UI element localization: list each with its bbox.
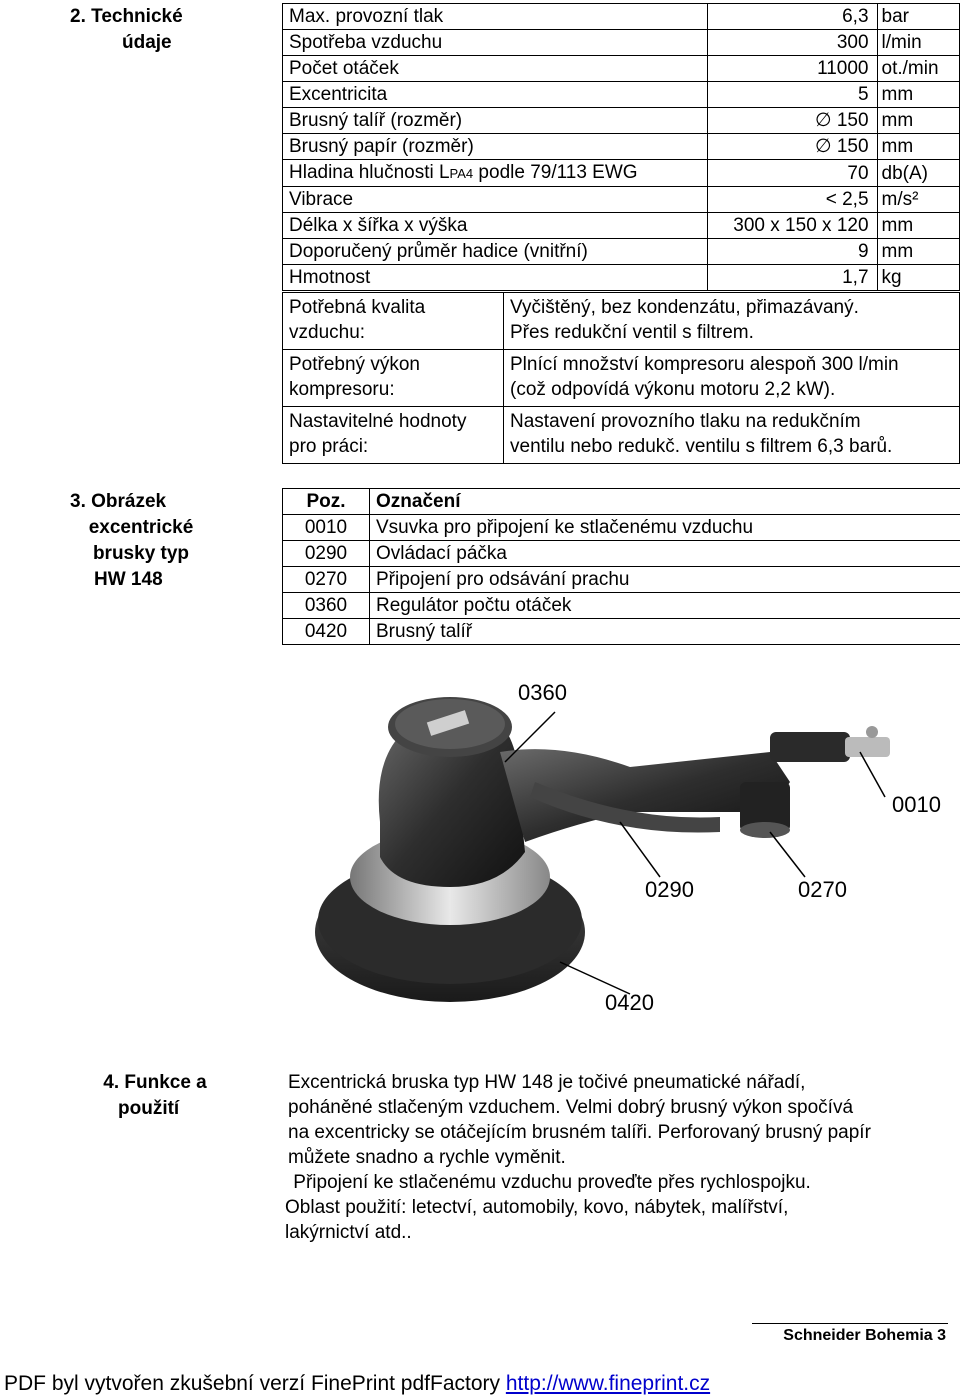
spec-unit: mm: [877, 108, 959, 134]
spec-row: [283, 30, 960, 56]
pdf-factory-note: [4, 1372, 710, 1396]
requirement-text: [504, 407, 960, 464]
part-name: Vsuvka pro připojení ke stlačenému vzduchu: [370, 515, 960, 541]
spec-row: [283, 4, 960, 30]
spec-row: [283, 108, 960, 134]
pdf-note-link[interactable]: http://www.fineprint.cz: [505, 1372, 711, 1395]
part-name: Brusný talíř: [370, 619, 960, 645]
spec-value: 1,7: [707, 265, 877, 291]
spec-label: Spotřeba vzduchu: [283, 30, 708, 56]
spec-unit: mm: [877, 239, 959, 265]
requirement-label-line: Potřebná kvalita: [289, 297, 426, 318]
part-position: 0290: [283, 541, 370, 567]
spec-value: ∅ 150: [707, 108, 877, 134]
parts-row: [283, 541, 960, 567]
spec-label: Vibrace: [283, 187, 708, 213]
spec-unit: ot./min: [877, 56, 959, 82]
part-name: Regulátor počtu otáček: [370, 593, 960, 619]
callout-0420: 0420: [605, 990, 654, 1015]
part-position: 0360: [283, 593, 370, 619]
section-4-title: [96, 1070, 214, 1122]
requirement-label-line: vzduchu:: [289, 322, 366, 343]
requirement-label: [283, 407, 504, 464]
function-line: na excentricky se otáčejícím brusném talíři. Perforovaný brusný papír: [288, 1122, 871, 1143]
spec-label: [283, 160, 708, 187]
spec-label: Brusný talíř (rozměr): [283, 108, 708, 134]
requirement-text-line: ventilu nebo redukč. ventilu s filtrem 6,3 barů.: [510, 436, 893, 457]
requirement-text-line: Plnící množství kompresoru alespoň 300 l/min: [510, 354, 899, 375]
spec-row: [283, 265, 960, 291]
callout-0360: 0360: [518, 680, 567, 705]
function-line: poháněné stlačeným vzduchem. Velmi dobrý brusný výkon spočívá: [288, 1097, 854, 1118]
section-4-title-line1: 4. Funkce a: [103, 1072, 207, 1093]
spec-label: Max. provozní tlak: [283, 4, 708, 30]
air-coupling: [845, 737, 890, 757]
part-position: 0270: [283, 567, 370, 593]
spec-value: 11000: [707, 56, 877, 82]
spec-row: [283, 239, 960, 265]
footer-brand: Schneider Bohemia 3: [783, 1327, 946, 1344]
parts-header-pos: Poz.: [283, 489, 370, 515]
callout-0290: 0290: [645, 877, 694, 902]
spec-unit: bar: [877, 4, 959, 30]
spec-unit: db(A): [877, 160, 959, 187]
spec-label: Excentricita: [283, 82, 708, 108]
requirement-label: [283, 350, 504, 407]
requirement-text-line: Vyčištěný, bez kondenzátu, přimazávaný.: [510, 297, 859, 318]
requirement-label-line: pro práci:: [289, 436, 369, 457]
spec-value: 300: [707, 30, 877, 56]
spec-row: [283, 56, 960, 82]
requirement-row: [283, 407, 960, 464]
requirement-text-line: Přes redukční ventil s filtrem.: [510, 322, 754, 343]
spec-label: Brusný papír (rozměr): [283, 134, 708, 160]
requirement-row: [283, 293, 960, 350]
spec-unit: m/s²: [877, 187, 959, 213]
spec-unit: mm: [877, 213, 959, 239]
spec-row: [283, 213, 960, 239]
requirement-row: [283, 350, 960, 407]
callout-0270: 0270: [798, 877, 847, 902]
spec-value: 300 x 150 x 120: [707, 213, 877, 239]
requirement-label-line: kompresoru:: [289, 379, 395, 400]
spec-label: Počet otáček: [283, 56, 708, 82]
extraction-port-rim: [740, 822, 790, 838]
parts-row: [283, 567, 960, 593]
section-4-title-line2: použití: [118, 1098, 180, 1119]
parts-row: [283, 593, 960, 619]
section-3-title-line3: brusky typ: [92, 543, 190, 564]
function-line: Připojení ke stlačenému vzduchu proveďte přes rychlospojku.: [288, 1172, 811, 1193]
spec-unit: kg: [877, 265, 959, 291]
pointer-0270: [770, 832, 805, 877]
part-name: Ovládací páčka: [370, 541, 960, 567]
section-2-title: [70, 4, 183, 56]
spec-row: [283, 82, 960, 108]
spec-value: ∅ 150: [707, 134, 877, 160]
spec-label: Délka x šířka x výška: [283, 213, 708, 239]
function-description: [285, 1070, 948, 1245]
parts-row: [283, 619, 960, 645]
section-2-title-line2: údaje: [122, 32, 172, 53]
spec-label-sub: PA4: [449, 166, 474, 181]
requirement-text: [504, 293, 960, 350]
technical-specs-table: [282, 3, 960, 291]
spec-row: [283, 134, 960, 160]
spec-label: Doporučený průměr hadice (vnitřní): [283, 239, 708, 265]
coupling-pin: [866, 726, 878, 738]
pointer-0010: [860, 752, 885, 797]
sander-illustration: [300, 672, 960, 1032]
part-position: 0420: [283, 619, 370, 645]
spec-row: [283, 187, 960, 213]
part-position: 0010: [283, 515, 370, 541]
spec-unit: l/min: [877, 30, 959, 56]
requirement-text: [504, 350, 960, 407]
parts-row: [283, 515, 960, 541]
function-line: můžete snadno a rychle vyměnit.: [288, 1147, 566, 1168]
section-3-title-line2: excentrické: [88, 517, 194, 538]
spec-unit: mm: [877, 134, 959, 160]
function-line: Excentrická bruska typ HW 148 je točivé pneumatické nářadí,: [288, 1072, 806, 1093]
section-3-title: [70, 489, 212, 593]
spec-row: [283, 160, 960, 187]
section-2-title-line1: 2. Technické: [70, 6, 183, 27]
spec-label-main: Hladina hlučnosti L: [289, 162, 450, 183]
requirements-table: [282, 292, 960, 464]
hose-connector: [770, 732, 850, 762]
section-3-title-line4: HW 148: [94, 569, 163, 590]
footer-rule: [752, 1323, 948, 1324]
section-3-title-line1: 3. Obrázek: [70, 491, 167, 512]
spec-label: Hmotnost: [283, 265, 708, 291]
spec-unit: mm: [877, 82, 959, 108]
spec-label-rest: podle 79/113 EWG: [473, 162, 638, 183]
parts-header-name: Označení: [370, 489, 960, 515]
spec-value: 9: [707, 239, 877, 265]
spec-value: 6,3: [707, 4, 877, 30]
requirement-label-line: Nastavitelné hodnoty: [289, 411, 467, 432]
requirement-text-line: (což odpovídá výkonu motoru 2,2 kW).: [510, 379, 836, 400]
function-line: Oblast použití: letectví, automobily, kovo, nábytek, malířství,: [285, 1197, 789, 1218]
spec-value: < 2,5: [707, 187, 877, 213]
requirement-label: [283, 293, 504, 350]
spec-value: 70: [707, 160, 877, 187]
pdf-note-text: PDF byl vytvořen zkušební verzí FinePrint pdfFactory: [4, 1372, 506, 1395]
spec-value: 5: [707, 82, 877, 108]
parts-table: [282, 488, 960, 645]
requirement-label-line: Potřebný výkon: [289, 354, 420, 375]
part-name: Připojení pro odsávání prachu: [370, 567, 960, 593]
callout-0010: 0010: [892, 792, 941, 817]
requirement-text-line: Nastavení provozního tlaku na redukčním: [510, 411, 861, 432]
function-line: lakýrnictví atd..: [285, 1222, 412, 1243]
